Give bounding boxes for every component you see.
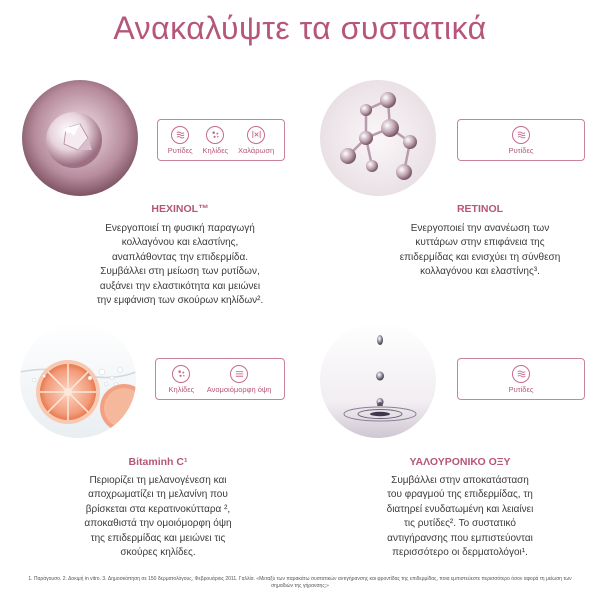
desc-line: αποχρωματίζει τη μελανίνη που: [88, 489, 228, 501]
hexinol-benefits-box: [157, 119, 285, 161]
hyaluronic-acid-benefits-box: [457, 358, 585, 400]
desc-line: κολλαγόνου και ελαστίνης³.: [420, 266, 540, 278]
desc-line: αποκαθιστά την ομοιόμορφη όψη: [84, 518, 232, 530]
benefit-label: Χαλάρωση: [237, 145, 275, 155]
desc-line: βρίσκεται στα κερατινοκύτταρα ²,: [85, 503, 231, 515]
benefit-label: Κηλίδες: [202, 145, 229, 155]
hexinol-heading: HEXINOL™: [151, 203, 209, 215]
desc-line: επιδερμίδας και ενισχύει τη σύνθεση: [399, 251, 561, 263]
hyaluronic-acid-heading: ΥΑΛΟΥΡΟΝΙΚΟ ΟΞΥ: [409, 456, 511, 468]
wrinkles-icon: [512, 126, 530, 144]
desc-line: την εμφάνιση των σκούρων κηλίδων².: [96, 295, 264, 307]
retinol-description: [340, 222, 600, 280]
desc-line: σκούρες κηλίδες.: [120, 547, 196, 559]
hexinol-description: [40, 222, 320, 308]
desc-line: αυξάνει την ελαστικότητα και μειώνει: [99, 280, 261, 292]
desc-line: της επιδερμίδας και μειώνει τις: [90, 532, 226, 544]
desc-line: περισσότερο οι δερματολόγοι¹.: [392, 547, 528, 559]
spots-icon: [172, 365, 190, 383]
page-title: Ανακαλύψτε τα συστατικά: [113, 10, 487, 46]
benefit-item: [509, 126, 534, 155]
desc-line: Συμβάλλει στην αποκατάσταση: [391, 475, 529, 486]
benefit-item: [509, 365, 534, 394]
desc-line: Ενεργοποιεί την ανανέωση των: [410, 223, 550, 234]
desc-line: αναπλάθοντας την επιδερμίδα.: [111, 251, 249, 263]
vitamin-c-heading: Bitaminh C¹: [128, 456, 188, 468]
benefit-label: Κηλίδες: [168, 384, 195, 394]
vitamin-c-photo: [20, 322, 136, 438]
desc-line: Ενεργοποιεί τη φυσική παραγωγή: [105, 223, 255, 234]
desc-line: του φραγμού της επιδερμίδας, τη: [387, 489, 533, 501]
vitamin-c-benefits-box: [155, 358, 285, 400]
hyaluronic-acid-photo: [320, 322, 436, 438]
retinol-photo: [320, 80, 436, 196]
wrinkles-icon: [512, 365, 530, 383]
retinol-heading: RETINOL: [456, 203, 504, 215]
benefit-label: Ρυτίδες: [167, 145, 193, 155]
spots-icon: [206, 126, 224, 144]
desc-line: Συμβάλλει στη μείωση των ρυτίδων,: [100, 266, 260, 278]
hexinol-photo: [22, 80, 138, 196]
benefit-item: [202, 126, 228, 155]
benefit-label: Ρυτίδες: [508, 384, 534, 394]
vitamin-c-description: [18, 474, 298, 560]
desc-line: αντιγήρανσης που εμπιστεύονται: [387, 532, 533, 544]
sagging-icon: [247, 126, 265, 144]
benefit-item: [169, 365, 195, 394]
wrinkles-icon: [171, 126, 189, 144]
benefit-item: [238, 126, 274, 155]
benefit-item: [168, 126, 193, 155]
hyaluronic-acid-description: [320, 474, 600, 560]
uneven-tone-icon: [230, 365, 248, 383]
desc-line: Περιορίζει τη μελανογένεση και: [89, 475, 227, 486]
desc-line: κυττάρων στην επιφάνεια της: [415, 237, 545, 249]
benefit-item: [207, 365, 272, 394]
desc-line: τις ρυτίδες². Το συστατικό: [403, 518, 516, 530]
retinol-benefits-box: [457, 119, 585, 161]
benefit-label: Ανομοιόμορφη όψη: [206, 384, 272, 394]
benefit-label: Ρυτίδες: [508, 145, 534, 155]
footnote: 1. Παράγουσο. 2. Δοκιμή in vitro. 3. Δημοσκόπηση σε 150 δερματολόγους, Φεβρουάριος 2011. Γαλλία. «Μεταξύ των παρακάτω συστατικών αντιγήρανσης και φροντίδας της επιδερμίδας, ποια εμπιστεύεστε περισσότερο όσον αφορά τη μείωση των σημαδιών της γήρανσης;»: [28, 576, 572, 589]
desc-line: κολλαγόνου και ελαστίνης,: [121, 237, 239, 249]
desc-line: διατηρεί ενυδατωμένη και λειαίνει: [386, 503, 534, 515]
